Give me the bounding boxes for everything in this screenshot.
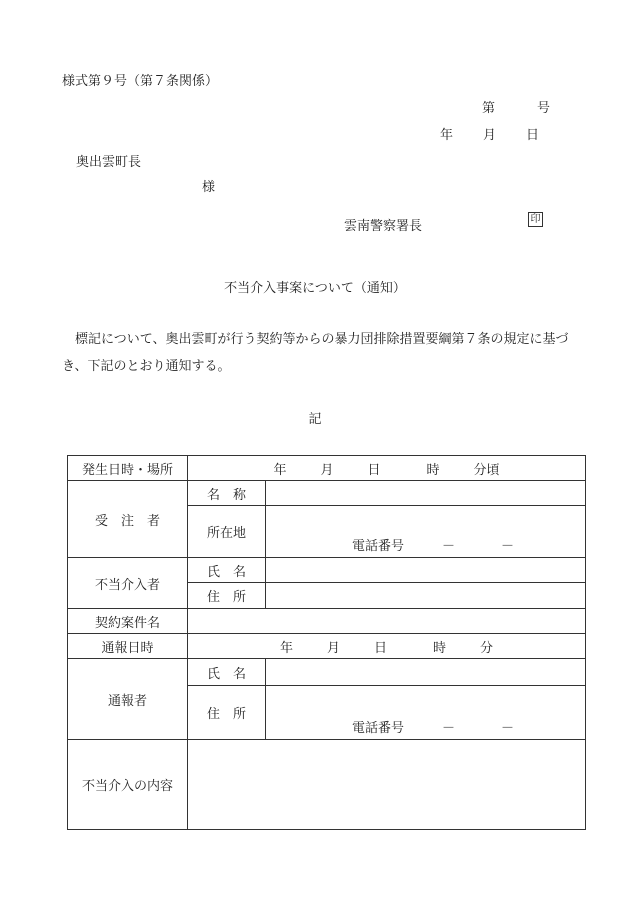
honorific: 様 [202, 180, 216, 195]
phone-label: 電話番号 [352, 721, 405, 736]
report-datetime-value [188, 634, 586, 659]
person-name-label: 氏 名 [188, 558, 266, 583]
number-go: 号 [537, 101, 551, 116]
table-row [68, 481, 586, 506]
phone-label: 電話番号 [352, 539, 405, 554]
phone-dash: － [442, 721, 456, 736]
reporter-address-field[interactable] [266, 686, 586, 740]
phone-dash: － [442, 539, 456, 554]
rep-month: 月 [326, 640, 340, 656]
occ-day: 日 [367, 462, 381, 478]
table-row [68, 634, 586, 659]
document-title: 不当介入事案について（通知） [224, 281, 406, 296]
occ-month: 月 [320, 462, 334, 478]
phone-dash: － [501, 539, 515, 554]
table-row [68, 456, 586, 481]
address-label: 所在地 [188, 506, 266, 558]
document-number [482, 97, 550, 116]
form-label: 様式第９号（第７条関係） [62, 74, 219, 89]
date-day: 日 [526, 128, 540, 143]
name-label: 名 称 [188, 481, 266, 506]
seal-stamp: 印 [528, 212, 543, 227]
reporter-name-field[interactable] [266, 659, 586, 686]
intervener-address-field[interactable] [266, 583, 586, 609]
phone-dash: － [501, 721, 515, 736]
number-dai: 第 [482, 101, 496, 116]
occurrence-label: 発生日時・場所 [68, 456, 188, 481]
body-text: 標記について、奥出雲町が行う契約等からの暴力団排除措置要綱第７条の規定に基づき、下記のとおり通知する。 [62, 332, 569, 374]
residence-label: 住 所 [188, 583, 266, 609]
occ-hour: 時 [426, 462, 440, 478]
date-year: 年 [440, 128, 454, 143]
content-field[interactable] [188, 740, 586, 830]
content-label: 不当介入の内容 [68, 740, 188, 830]
reporter-label: 通報者 [68, 659, 188, 740]
rep-minute: 分 [480, 640, 494, 656]
reporter-address-label: 住 所 [188, 686, 266, 740]
intervener-label: 不当介入者 [68, 558, 188, 609]
contract-label: 契約案件名 [68, 609, 188, 634]
reporter-name-label: 氏 名 [188, 659, 266, 686]
intervener-name-field[interactable] [266, 558, 586, 583]
rep-day: 日 [373, 640, 387, 656]
occ-year: 年 [273, 462, 287, 478]
date-month: 月 [483, 128, 497, 143]
rep-year: 年 [279, 640, 293, 656]
table-row [68, 609, 586, 634]
report-datetime-label: 通報日時 [68, 634, 188, 659]
ki-heading: 記 [308, 412, 322, 427]
recipient: 奥出雲町長 [76, 155, 142, 170]
table-row [68, 558, 586, 583]
table-row [68, 740, 586, 830]
notification-table [67, 455, 586, 830]
contractor-name-field[interactable] [266, 481, 586, 506]
occ-minute: 分頃 [473, 462, 500, 478]
contractor-label: 受 注 者 [68, 481, 188, 558]
document-date [440, 124, 539, 143]
sender: 雲南警察署長 [344, 219, 423, 234]
rep-hour: 時 [433, 640, 447, 656]
contractor-address-field[interactable] [266, 506, 586, 558]
contract-name-field[interactable] [188, 609, 586, 634]
table-row [68, 659, 586, 686]
occurrence-value [188, 456, 586, 481]
